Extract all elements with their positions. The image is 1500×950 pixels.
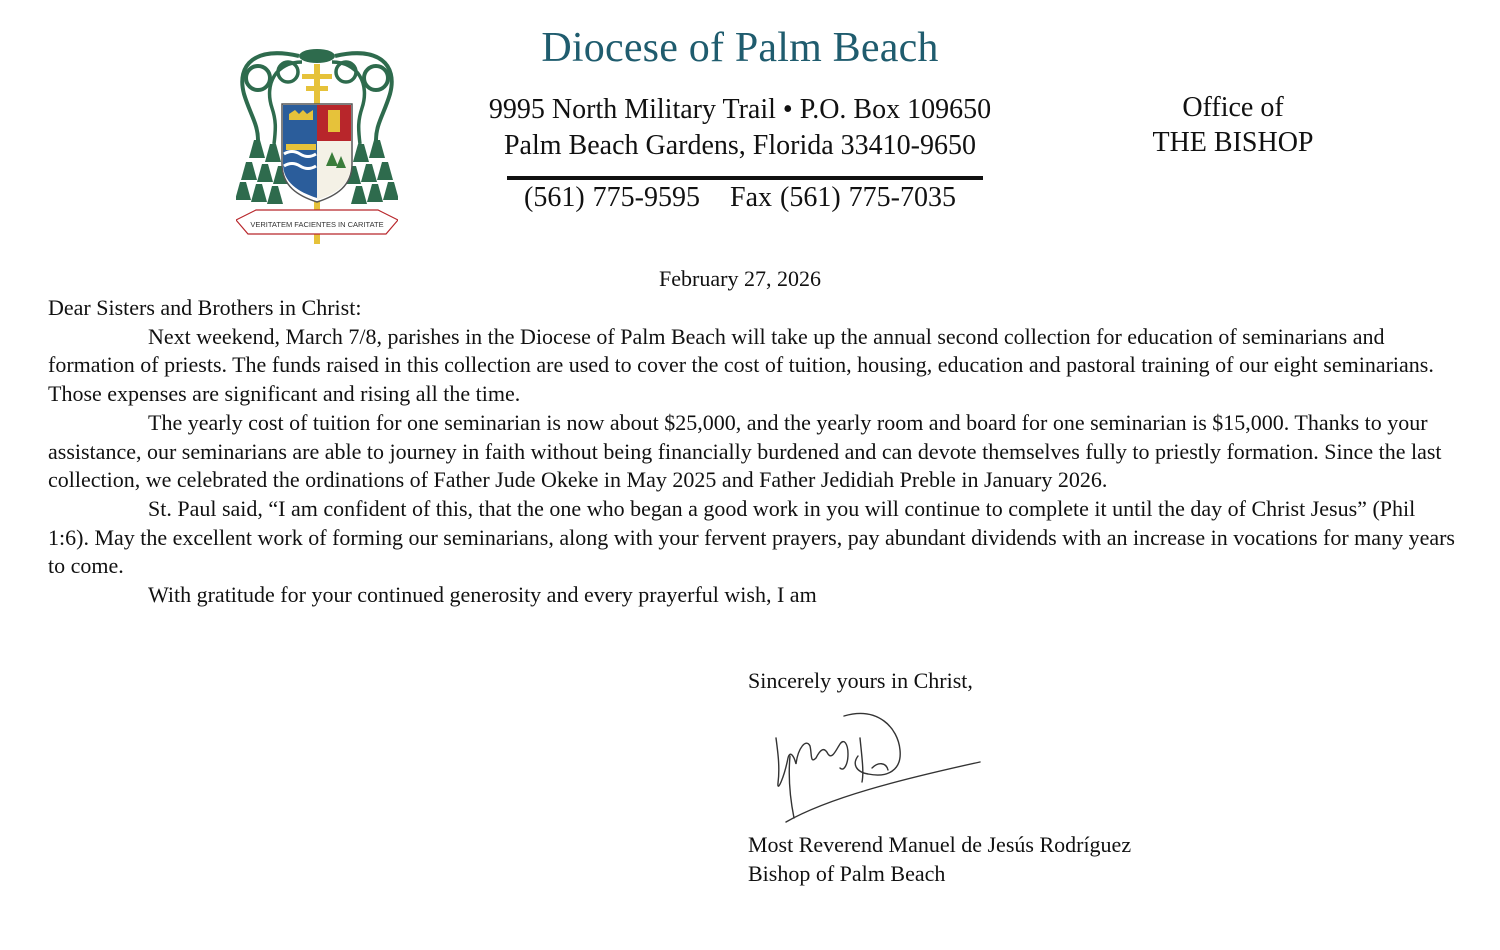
office-line-1: Office of xyxy=(1182,92,1284,123)
contact-numbers xyxy=(440,180,1040,216)
phone-number: (561) 775-9595 xyxy=(524,182,700,213)
signer-name: Most Reverend Manuel de Jesús Rodríguez xyxy=(748,832,1132,857)
fax-number: Fax (561) 775-7035 xyxy=(730,182,956,213)
handwritten-signature xyxy=(748,698,988,830)
letter-date: February 27, 2026 xyxy=(659,266,821,291)
paragraph-2: The yearly cost of tuition for one seminarian is now about $25,000, and the yearly room and board for one seminarian is $15,000. Thanks to your assistance, our seminarians are able to journey in faith without being financially burdened and can devote themselves fully to priestly formation. Since the last collection, we celebrated the ordinations of Father Jude Okeke in May 2025 and Father Jedidiah Preble in January 2026. xyxy=(48,409,1442,493)
svg-text:VERITATEM FACIENTES IN CARITAT: VERITATEM FACIENTES IN CARITATE xyxy=(250,220,384,229)
salutation: Dear Sisters and Brothers in Christ: xyxy=(48,295,362,320)
closing-phrase: Sincerely yours in Christ, xyxy=(748,668,973,693)
signer-title: Bishop of Palm Beach xyxy=(748,861,946,886)
paragraph-4: With gratitude for your continued generosity and every prayerful wish, I am xyxy=(148,582,817,608)
letter-body xyxy=(48,294,1460,610)
address-line-1: 9995 North Military Trail • P.O. Box 109650 xyxy=(488,94,992,125)
diocese-seal-logo xyxy=(236,44,398,250)
signer-block xyxy=(748,830,1131,888)
address-line-2: Palm Beach Gardens, Florida 33410-9650 xyxy=(503,130,977,161)
office-line-2: THE BISHOP xyxy=(1152,127,1314,158)
organization-title: Diocese of Palm Beach xyxy=(541,25,939,71)
address-block xyxy=(440,92,1040,164)
paragraph-3: St. Paul said, “I am confident of this, that the one who began a good work in you will continue to complete it until the day of Christ Jesus” (Phil 1:6). May the excellent work of forming our seminarians, along with your fervent prayers, pay abundant dividends with an increase in vocations for many years to come. xyxy=(48,495,1455,579)
paragraph-1: Next weekend, March 7/8, parishes in the Diocese of Palm Beach will take up the annual second collection for education of seminarians and formation of priests. The funds raised in this collection are used to cover the cost of tuition, housing, education and pastoral training of our eight seminarians. Those expenses are significant and rising all the time. xyxy=(48,323,1434,407)
office-label xyxy=(1118,90,1348,160)
